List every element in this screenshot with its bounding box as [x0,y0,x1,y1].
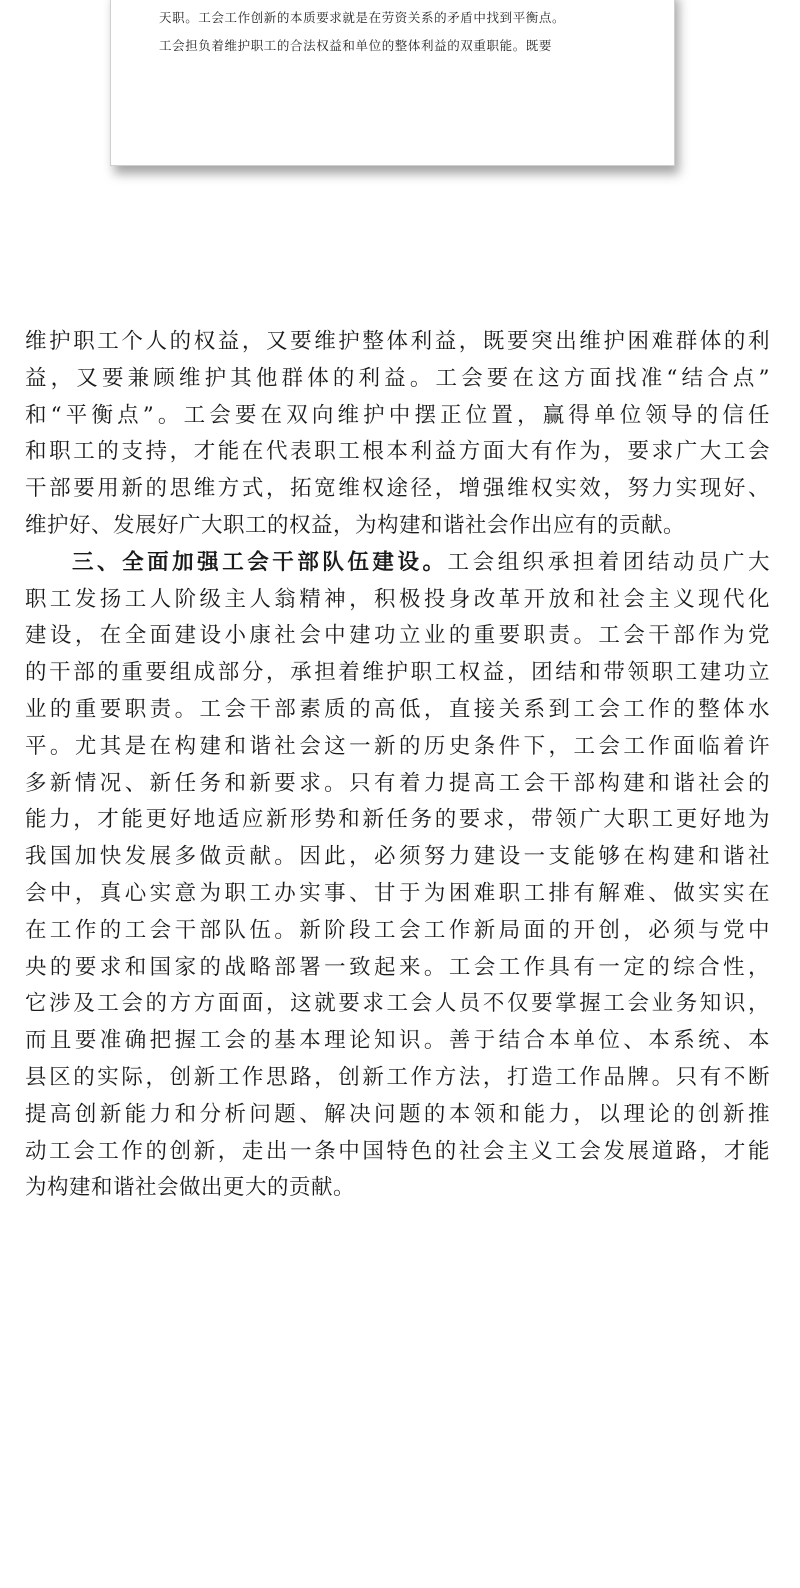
text-line: 动工会工作的创新，走出一条中国特色的社会主义工会发展道路，才能 [25,1138,770,1164]
text-line: 我国加快发展多做贡献。因此，必须努力建设一支能够在构建和谐社 [25,844,770,870]
text-line: 维护好、发展好广大职工的权益，为构建和谐社会作出应有的贡献。 [25,512,686,538]
text-line: 业的重要职责。工会干部素质的高低，直接关系到工会工作的整体水 [25,696,770,722]
text-line: 益，又要兼顾维护其他群体的利益。工会要在这方面找准“结合点” [25,365,770,391]
preview-line: 天职。工会工作创新的本质要求就是在劳资关系的矛盾中找到平衡点。 [159,10,566,25]
text-line: 会中，真心实意为职工办实事、甘于为困难职工排有解难、做实实在 [25,880,770,906]
section-first-line [25,545,770,582]
text-line: 在工作的工会干部队伍。新阶段工会工作新局面的开创，必须与党中 [25,917,770,943]
text-line: 建设，在全面建设小康社会中建功立业的重要职责。工会干部作为党 [25,623,770,649]
text-line: 为构建和谐社会做出更大的贡献。 [25,1175,356,1201]
text-line: 县区的实际，创新工作思路，创新工作方法，打造工作品牌。只有不断 [25,1064,770,1090]
text-line: 干部要用新的思维方式，拓宽维权途径，增强维权实效，努力实现好、 [25,476,770,502]
text-line: 职工发扬工人阶级主人翁精神，积极投身改革开放和社会主义现代化 [25,586,770,612]
text-line: 的干部的重要组成部分，承担着维护职工权益，团结和带领职工建功立 [25,660,770,686]
text-line: 多新情况、新任务和新要求。只有着力提高工会干部构建和谐社会的 [25,770,770,796]
text-line: 而且要准确把握工会的基本理论知识。善于结合本单位、本系统、本 [25,1028,770,1054]
article-body [25,324,770,1207]
text-line: 维护职工个人的权益，又要维护整体利益，既要突出维护困难群体的利 [25,329,770,354]
text-run: 工会组织承担着团结动员广大 [447,549,770,575]
text-line: 能力，才能更好地适应新形势和新任务的要求，带领广大职工更好地为 [25,807,770,833]
text-line: 提高创新能力和分析问题、解决问题的本领和能力，以理论的创新推 [25,1101,770,1127]
preview-line: 工会担负着维护职工的合法权益和单位的整体利益的双重职能。既要 [159,38,553,53]
text-line: 央的要求和国家的战略部署一致起来。工会工作具有一定的综合性， [25,954,770,980]
section-heading: 三、全面加强工会干部队伍建设。 [72,549,448,575]
text-line: 和“平衡点”。工会要在双向维护中摆正位置，赢得单位领导的信任 [25,402,770,428]
text-line: 它涉及工会的方方面面，这就要求工会人员不仅要掌握工会业务知识， [25,991,770,1017]
text-line: 平。尤其是在构建和谐社会这一新的历史条件下，工会工作面临着许 [25,733,770,759]
text-line: 和职工的支持，才能在代表职工根本利益方面大有作为，要求广大工会 [25,439,770,465]
preview-card [110,0,675,166]
